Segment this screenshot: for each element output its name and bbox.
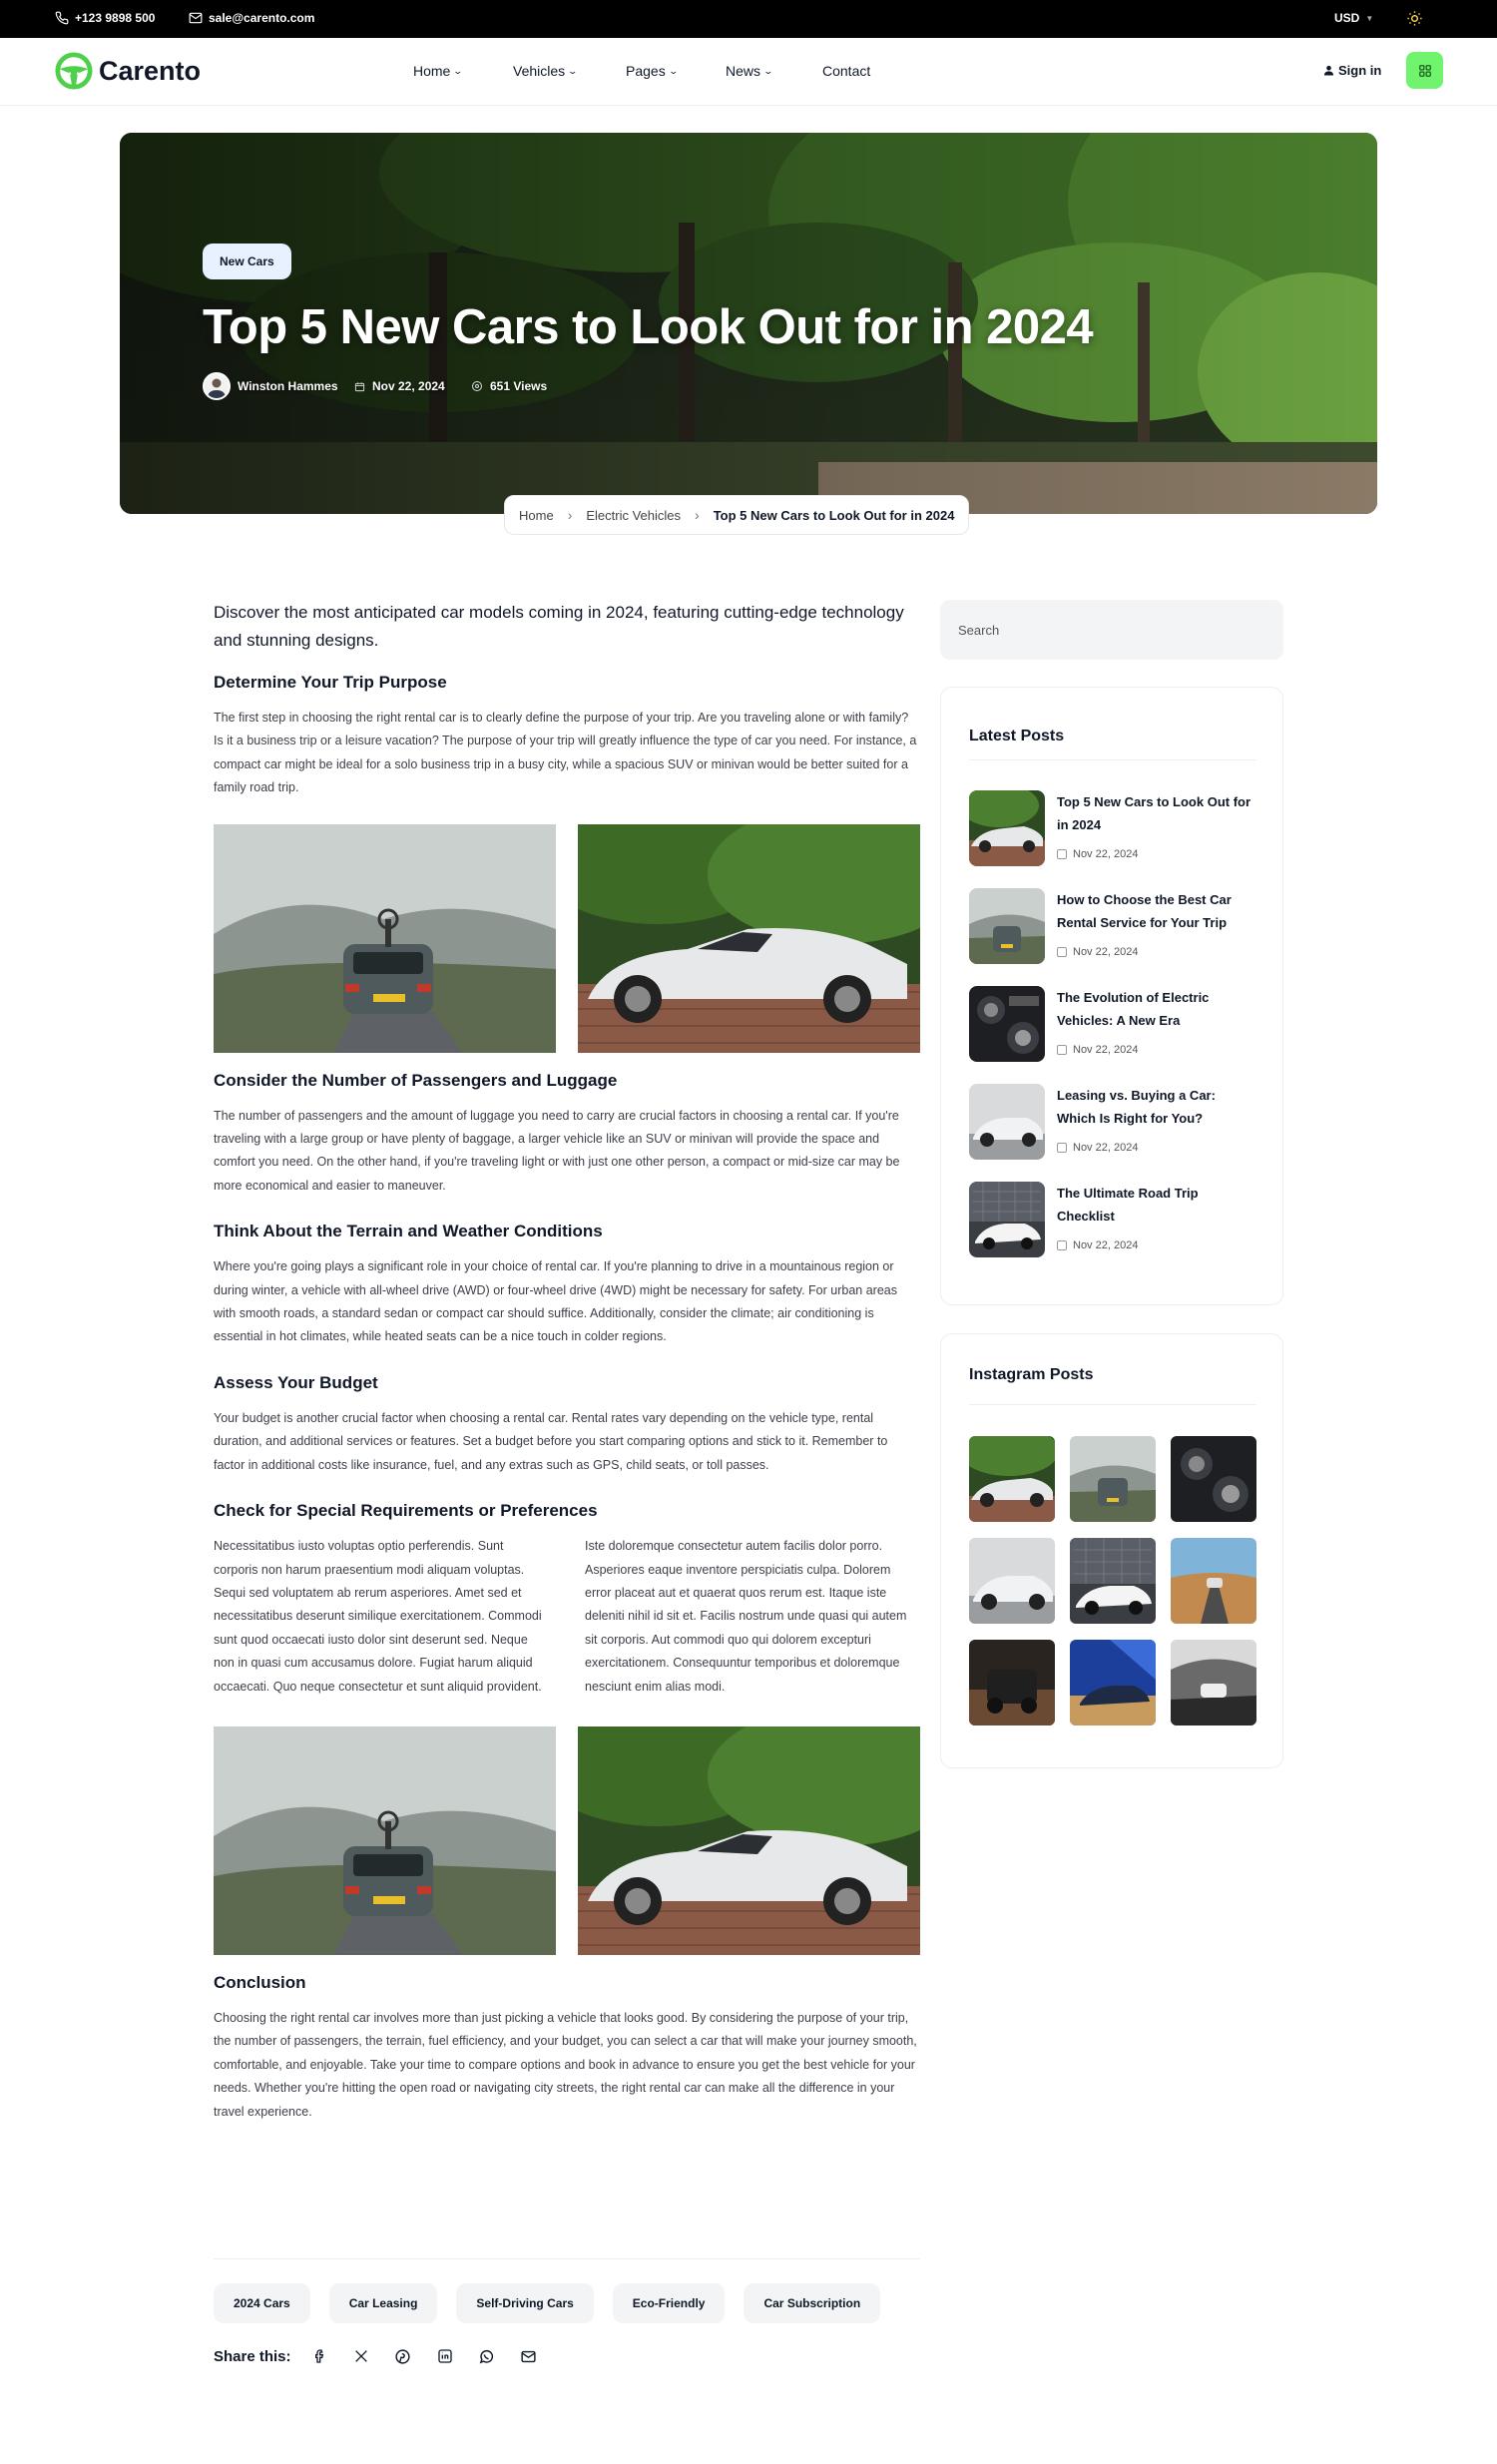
- breadcrumb-category[interactable]: Electric Vehicles: [586, 507, 682, 523]
- nav-pages-label: Pages: [626, 63, 666, 79]
- mail-icon[interactable]: [515, 2342, 543, 2370]
- tag-chip[interactable]: [214, 2283, 310, 2323]
- calendar-icon: [354, 381, 365, 392]
- section-body: The number of passengers and the amount of luggage you need to carry are crucial factors in choosing a rental car. If you're traveling with a large group or have plenty of baggage, a larger vehicle like an SUV or minivan will provide the space and comfort you need. On the other hand, if you're traveling light or with just one other person, a compact or mid-size car may be more economical and easier to maneuver.: [214, 1108, 900, 1193]
- sign-in-label: Sign in: [1338, 63, 1382, 78]
- instagram-thumbnail[interactable]: [969, 1538, 1055, 1624]
- article-content: [214, 599, 920, 2124]
- post-date-text: Nov 22, 2024: [1073, 848, 1139, 860]
- app-grid-button[interactable]: [1406, 52, 1443, 89]
- grid-icon: [1418, 64, 1432, 78]
- category-badge-label: New Cars: [220, 254, 274, 268]
- post-title: How to Choose the Best Car Rental Service for Your Trip: [1057, 892, 1232, 930]
- post-title: Leasing vs. Buying a Car: Which Is Right for You?: [1057, 1088, 1216, 1126]
- share-label: Share this:: [214, 2347, 291, 2365]
- instagram-title: Instagram Posts: [969, 1366, 1094, 1383]
- post-date: [1057, 1142, 1138, 1154]
- tag-chip[interactable]: [613, 2283, 726, 2323]
- nav-news[interactable]: [726, 63, 772, 79]
- column-right-text: Iste doloremque consectetur autem facilis dolor porro. Asperiores eaque inventore perspiciatis culpa. Dolorem error placeat aut et quaerat quos rerum est. Itaque iste deleniti nihil id sit et. Facilis nostrum unde quasi qui autem sit corporis. Aut commodi quo qui dolorem excepturi exercitationem. Consequuntur temporibus et doloremque nesciunt enim alias modi.: [585, 1539, 907, 1694]
- tag-chip[interactable]: [329, 2283, 438, 2323]
- instagram-thumbnail[interactable]: [1171, 1436, 1256, 1522]
- phone-contact[interactable]: [55, 11, 155, 25]
- section-heading: Think About the Terrain and Weather Conditions: [214, 1222, 603, 1241]
- convertible-car-photo[interactable]: [578, 1726, 920, 1955]
- tag-label: Eco-Friendly: [632, 2296, 706, 2310]
- tag-label: Car Leasing: [348, 2296, 418, 2310]
- suv-road-photo[interactable]: [214, 1726, 556, 1955]
- convertible-car-photo[interactable]: [578, 824, 920, 1053]
- section-heading: Consider the Number of Passengers and Luggage: [214, 1070, 618, 1090]
- chevron-down-icon: ⌄: [762, 65, 774, 76]
- post-thumbnail: [969, 888, 1045, 964]
- suv-road-photo[interactable]: [214, 824, 556, 1053]
- instagram-thumbnail[interactable]: [1070, 1538, 1156, 1624]
- avatar-image: [205, 374, 229, 398]
- column-left-text: Necessitatibus iusto voluptas optio perferendis. Sunt corporis non harum praesentium modi aliquam voluptas. Sequi sed voluptatem ab rerum asperiores. Amet sed et necessitatibus deserunt similique exercitationem. Commodi sunt quod occaecati iusto dolor sint deserunt sed. Neque non in quasi cum accusamus dolore. Fugiat harum aliquid occaecati. Quo neque consectetur et sunt aliquid provident.: [214, 1539, 542, 1694]
- nav-contact[interactable]: [822, 63, 870, 79]
- facebook-icon[interactable]: [305, 2342, 333, 2370]
- logo[interactable]: [55, 52, 201, 90]
- tag-list: [214, 2258, 920, 2323]
- calendar-icon: [1057, 947, 1067, 957]
- image-gallery: [214, 824, 920, 1053]
- currency-select[interactable]: [1334, 11, 1373, 25]
- email-text: sale@carento.com: [209, 11, 315, 25]
- calendar-icon: [1057, 1045, 1067, 1055]
- mail-icon: [189, 11, 203, 25]
- section-heading: Check for Special Requirements or Preferences: [214, 1501, 598, 1521]
- post-title: The Evolution of Electric Vehicles: A New Era: [1057, 990, 1210, 1028]
- post-date-text: Nov 22, 2024: [1073, 1044, 1139, 1056]
- instagram-thumbnail[interactable]: [969, 1640, 1055, 1725]
- post-title: The Ultimate Road Trip Checklist: [1057, 1186, 1199, 1224]
- theme-toggle[interactable]: [1406, 10, 1423, 27]
- category-badge[interactable]: [203, 244, 291, 279]
- page-title: Top 5 New Cars to Look Out for in 2024: [203, 300, 1094, 354]
- latest-posts-card: [940, 687, 1283, 1305]
- post-date: [1057, 1239, 1138, 1251]
- post-thumbnail: [969, 1084, 1045, 1160]
- post-thumbnail: [969, 986, 1045, 1062]
- section-body: Choosing the right rental car involves more than just picking a vehicle that looks good. By considering the purpose of your trip, the number of passengers, the terrain, fuel efficiency, and your budget, you can select a car that will make your journey smooth, comfortable, and enjoyable. Take your time to compare options and book in advance to ensure you get the best vehicle for your needs. Whether you're hitting the open road or navigating city streets, the right rental car can make all the difference in your travel experience.: [214, 2010, 917, 2119]
- post-date-text: Nov 22, 2024: [1073, 946, 1139, 958]
- steering-wheel-icon: [55, 52, 93, 90]
- nav-news-label: News: [726, 63, 761, 79]
- views-meta: [471, 379, 547, 393]
- calendar-icon: [1057, 849, 1067, 859]
- divider: [969, 1404, 1256, 1405]
- latest-post-item[interactable]: [969, 986, 1268, 1062]
- post-date: [1057, 848, 1138, 860]
- sign-in-link[interactable]: [1323, 63, 1381, 78]
- breadcrumb-current: Top 5 New Cars to Look Out for in 2024: [713, 507, 955, 523]
- chevron-down-icon: ⌄: [567, 65, 579, 76]
- nav-pages[interactable]: [626, 63, 677, 79]
- nav-home[interactable]: [413, 63, 462, 79]
- chevron-down-icon: ⌄: [668, 65, 679, 76]
- user-icon: [1323, 65, 1334, 76]
- search-placeholder: Search: [958, 622, 1000, 638]
- instagram-posts-card: [940, 1333, 1283, 1768]
- post-date-text: Nov 22, 2024: [1073, 1142, 1139, 1154]
- post-date: Nov 22, 2024: [372, 379, 445, 393]
- instagram-thumbnail[interactable]: [1171, 1538, 1256, 1624]
- nav-vehicles-label: Vehicles: [513, 63, 566, 79]
- author-name: Winston Hammes: [238, 379, 338, 393]
- tag-chip[interactable]: [744, 2283, 880, 2323]
- latest-post-item[interactable]: [969, 1084, 1268, 1160]
- currency-label: USD: [1334, 11, 1360, 25]
- breadcrumb-home[interactable]: Home: [519, 507, 554, 523]
- two-column-text: [214, 1535, 920, 1699]
- x-twitter-icon[interactable]: [347, 2342, 375, 2370]
- phone-text: +123 9898 500: [75, 11, 156, 25]
- nav-contact-label: Contact: [822, 63, 871, 79]
- chevron-right-icon: ›: [567, 507, 573, 523]
- chevron-down-icon: ⌄: [452, 65, 464, 76]
- instagram-thumbnail[interactable]: [969, 1436, 1055, 1522]
- eye-icon: [471, 380, 483, 392]
- tag-chip[interactable]: [456, 2283, 593, 2323]
- section-body: The first step in choosing the right rental car is to clearly define the purpose of your trip. Are you traveling alone or with family? Is it a business trip or a leisure vacation? The purpose of your trip will greatly influence the type of car you need. For instance, a compact car might be ideal for a solo business trip in a busy city, while a spacious SUV or minivan would be better suited for a family road trip.: [214, 711, 917, 795]
- post-date-text: Nov 22, 2024: [1073, 1239, 1139, 1251]
- nav-home-label: Home: [413, 63, 451, 79]
- linkedin-icon[interactable]: [431, 2342, 459, 2370]
- section-heading: Conclusion: [214, 1972, 306, 1992]
- phone-icon: [55, 11, 69, 25]
- latest-post-item[interactable]: [969, 1182, 1268, 1257]
- top-bar: [0, 0, 1497, 38]
- email-contact[interactable]: [189, 11, 314, 25]
- article-lead: Discover the most anticipated car models coming in 2024, featuring cutting-edge technology and stunning designs.: [214, 603, 904, 650]
- tag-label: Car Subscription: [763, 2296, 861, 2310]
- image-gallery: [214, 1726, 920, 1955]
- author-meta[interactable]: [203, 372, 338, 400]
- search-input[interactable]: [940, 600, 1283, 660]
- post-thumbnail: [969, 790, 1045, 866]
- avatar: [203, 372, 231, 400]
- chevron-down-icon: ▼: [1365, 13, 1374, 23]
- section-heading: Determine Your Trip Purpose: [214, 673, 447, 692]
- post-title: Top 5 New Cars to Look Out for in 2024: [1057, 794, 1251, 832]
- post-date: [1057, 1044, 1138, 1056]
- tag-label: Self-Driving Cars: [476, 2296, 574, 2310]
- post-thumbnail: [969, 1182, 1045, 1257]
- latest-posts-title: Latest Posts: [969, 728, 1065, 744]
- calendar-icon: [1057, 1240, 1067, 1250]
- pinterest-icon[interactable]: [389, 2342, 417, 2370]
- main-header: [0, 38, 1497, 106]
- instagram-thumbnail[interactable]: [1070, 1640, 1156, 1725]
- calendar-icon: [1057, 1143, 1067, 1153]
- latest-post-item[interactable]: [969, 790, 1268, 866]
- share-bar: [214, 2342, 543, 2370]
- section-body: Your budget is another crucial factor when choosing a rental car. Rental rates vary depending on the vehicle type, rental duration, and additional services or features. Set a budget before you start comparing options and stick to it. Remember to factor in additional costs like insurance, fuel, and any extras such as GPS, child seats, or toll passes.: [214, 1410, 888, 1472]
- divider: [969, 759, 1256, 760]
- views-count: 651 Views: [490, 379, 548, 393]
- chevron-right-icon: ›: [695, 507, 700, 523]
- instagram-thumbnail[interactable]: [1070, 1436, 1156, 1522]
- sun-icon: [1406, 10, 1423, 27]
- section-body: Where you're going plays a significant role in your choice of rental car. If you're planning to drive in a mountainous region or during winter, a vehicle with all-wheel drive (AWD) or four-wheel drive (4WD) might be necessary for safety. For urban areas with smooth roads, a standard sedan or compact car should suffice. Additionally, consider the climate; air conditioning is essential in hot climates, while heated seats can be a nice touch in colder regions.: [214, 1259, 897, 1344]
- section-heading: Assess Your Budget: [214, 1372, 378, 1392]
- tag-label: 2024 Cars: [234, 2296, 290, 2310]
- nav-vehicles[interactable]: [513, 63, 577, 79]
- hero-banner: [120, 133, 1377, 514]
- breadcrumb: [504, 495, 969, 535]
- post-date-meta: [354, 379, 445, 393]
- logo-text: Carento: [99, 55, 202, 86]
- post-date: [1057, 946, 1138, 958]
- instagram-thumbnail[interactable]: [1171, 1640, 1256, 1725]
- latest-post-item[interactable]: [969, 888, 1268, 964]
- whatsapp-icon[interactable]: [473, 2342, 501, 2370]
